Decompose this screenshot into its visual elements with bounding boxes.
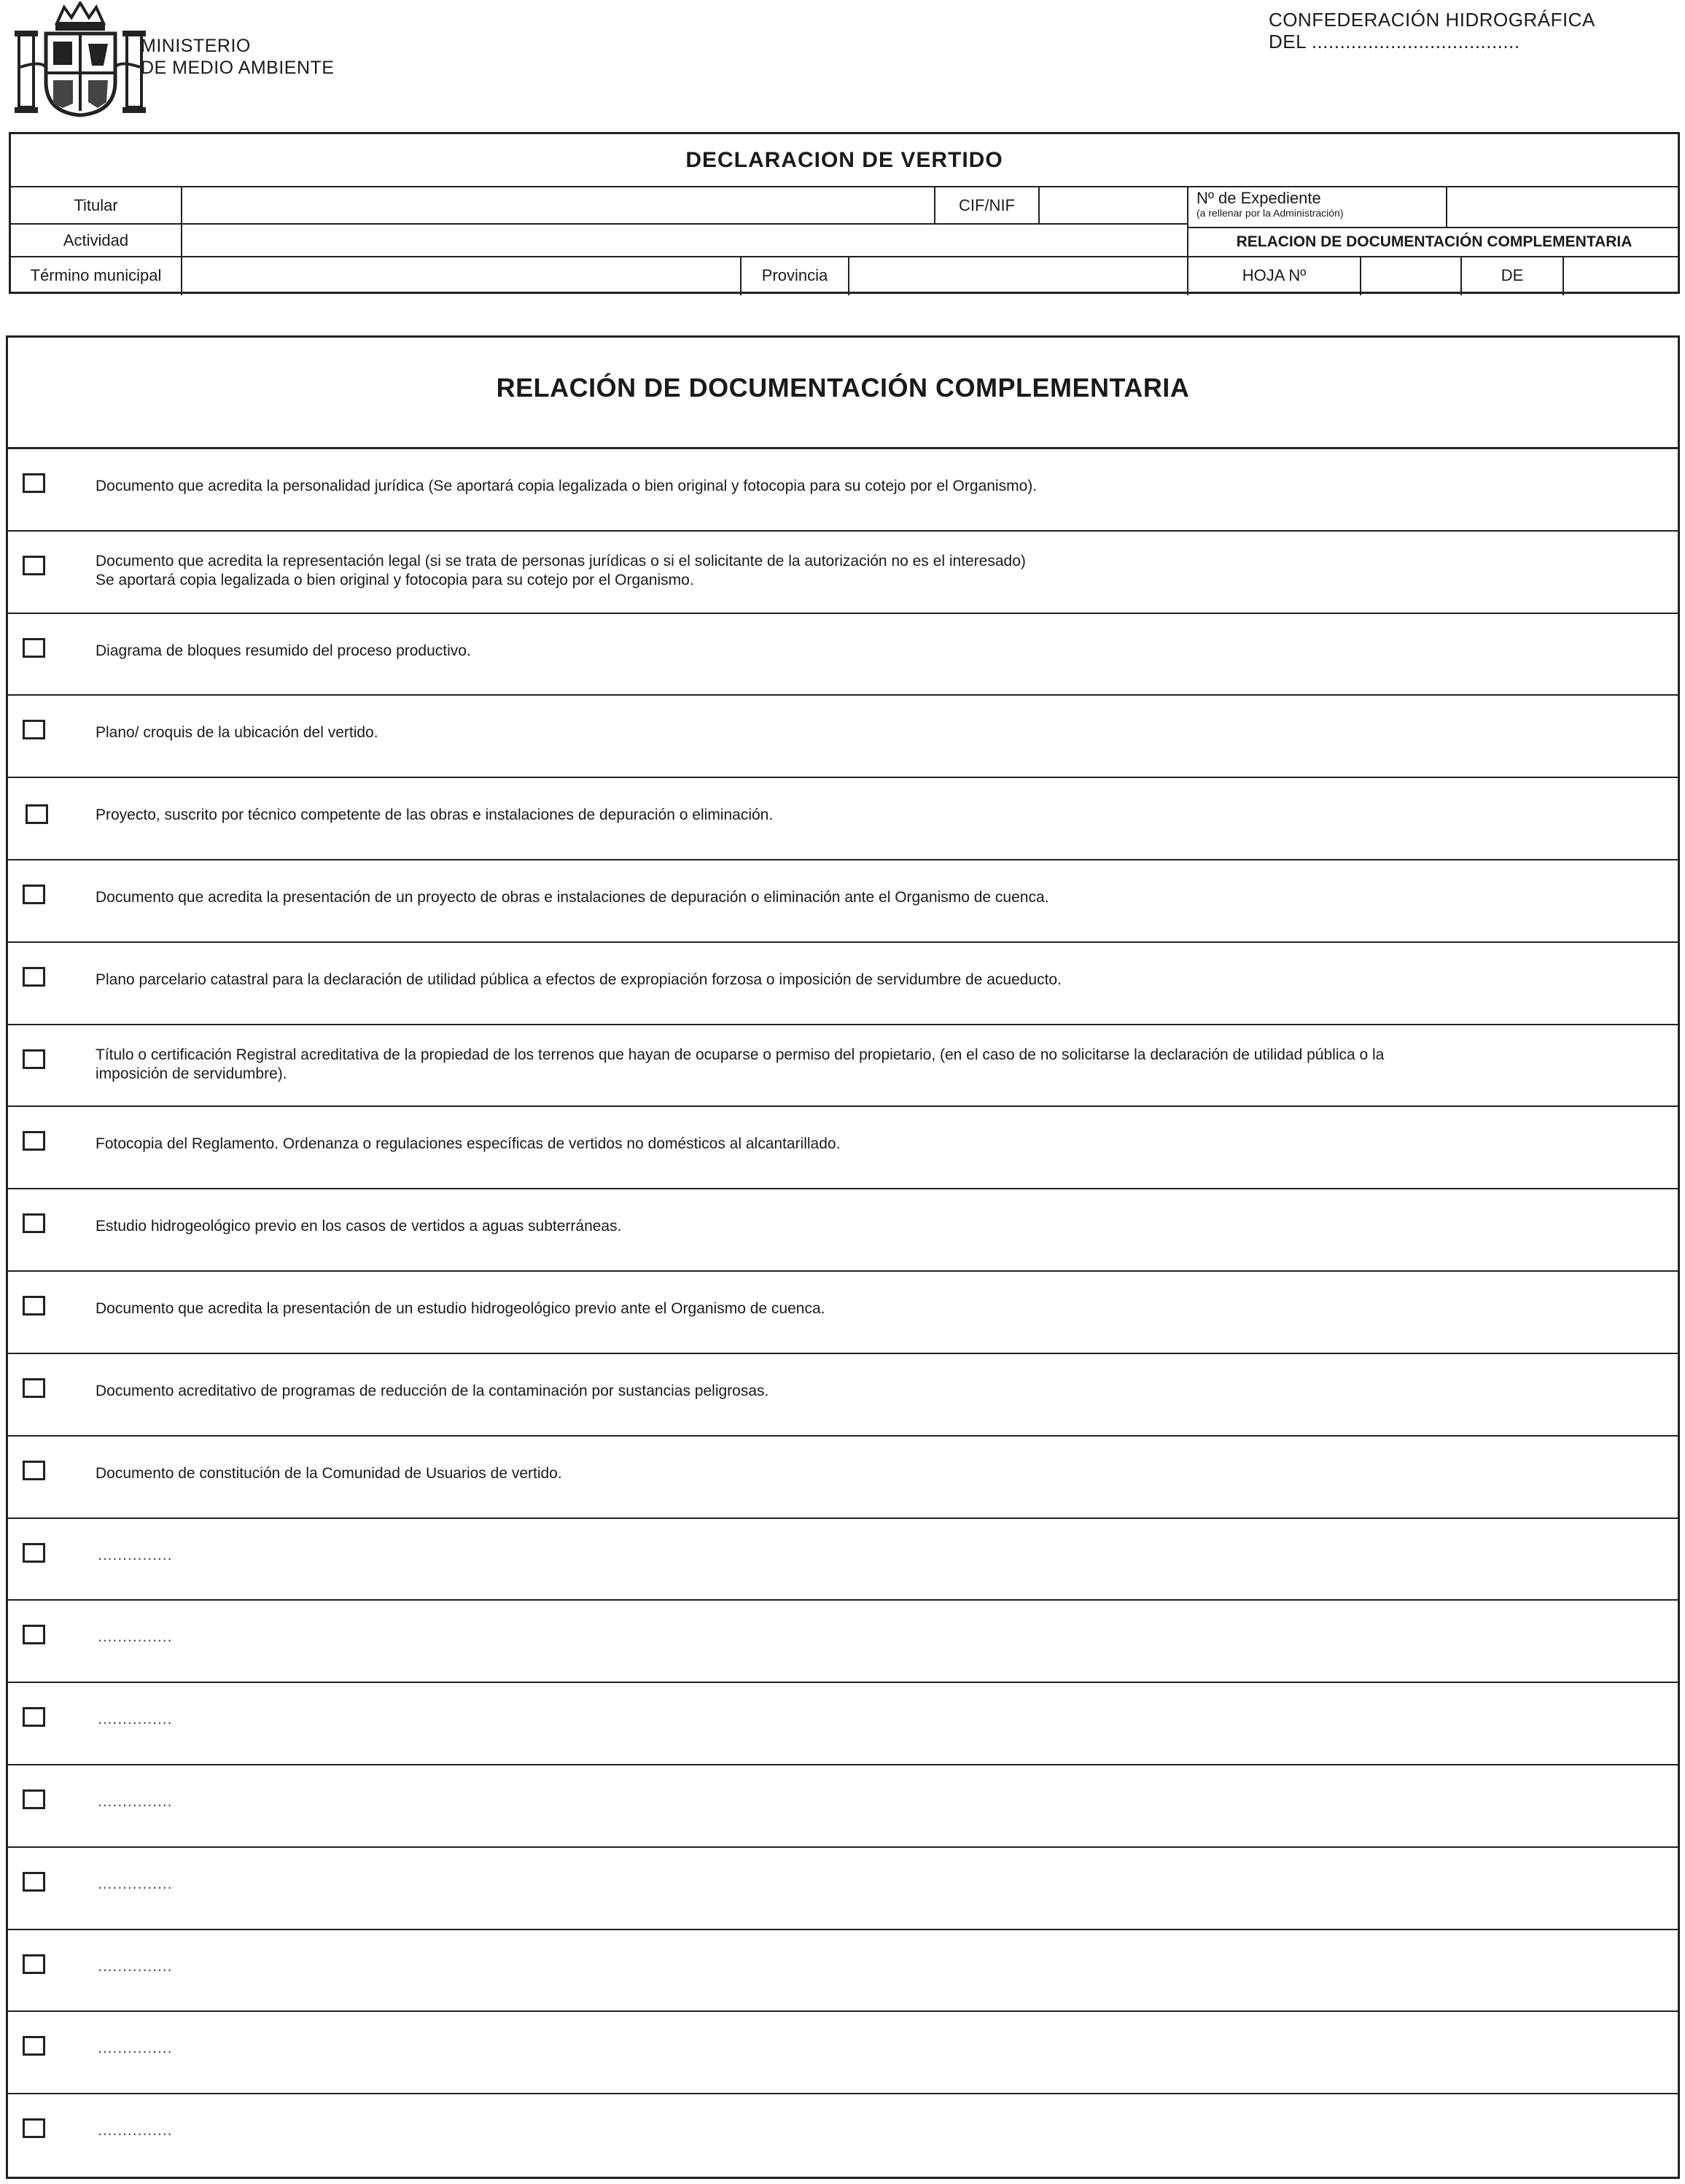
checklist-item — [8, 1683, 1678, 1765]
blank-entry-line[interactable]: ............... — [98, 1792, 173, 1810]
item-text: Proyecto, suscrito por técnico competente de las obras e instalaciones de depuración o eliminación. — [96, 807, 774, 824]
item-text: Documento que acredita la representación legal (si se trata de personas jurídicas o si el solicitante de la autorización no es el interesado) — [96, 552, 1026, 570]
cif-nif-label: CIF/NIF — [959, 195, 1015, 214]
de-input[interactable] — [1564, 257, 1680, 294]
checklist-item — [8, 1025, 1678, 1108]
checkbox[interactable] — [23, 1049, 45, 1069]
titular-input[interactable] — [182, 187, 934, 223]
checklist-item — [8, 1189, 1678, 1272]
hoja-label: HOJA Nº — [1242, 266, 1307, 284]
blank-entry-line[interactable]: ............... — [98, 1875, 173, 1892]
checkbox[interactable] — [23, 1296, 45, 1316]
checkbox[interactable] — [23, 1378, 45, 1398]
checklist-item — [8, 943, 1678, 1025]
item-text: Estudio hidrogeológico previo en los casos de vertidos a aguas subterráneas. — [96, 1218, 622, 1235]
checklist-item — [8, 1437, 1678, 1519]
actividad-label: Actividad — [63, 230, 129, 249]
checkbox[interactable] — [23, 1625, 45, 1644]
ministry-name — [141, 35, 334, 79]
form-title: DECLARACION DE VERTIDO — [11, 134, 1678, 187]
item-text: Documento que acredita la presentación de un proyecto de obras e instalaciones de depuración o eliminación ante el Organismo de cuenca. — [96, 889, 1049, 906]
ministry-line-1: MINISTERIO — [141, 36, 251, 56]
checkbox[interactable] — [23, 967, 45, 987]
item-text: Plano parcelario catastral para la declaración de utilidad pública a efectos de expropiación forzosa o imposición de servidumbre de acueducto. — [96, 971, 1062, 988]
checklist-item — [8, 614, 1678, 696]
checkbox[interactable] — [23, 885, 45, 904]
blank-entry-line[interactable]: ............... — [98, 1546, 173, 1563]
termino-municipal-input[interactable] — [182, 257, 740, 294]
provincia-input[interactable] — [849, 257, 1187, 294]
declaration-header-form — [9, 132, 1680, 294]
documentation-checklist — [6, 335, 1680, 2179]
checklist-item — [8, 1848, 1678, 1930]
checkbox[interactable] — [23, 1872, 45, 1892]
de-label: DE — [1501, 266, 1524, 284]
ministry-line-2: DE MEDIO AMBIENTE — [141, 58, 335, 78]
checkbox[interactable] — [23, 473, 45, 493]
item-text: Documento de constitución de la Comunidad de Usuarios de vertido. — [96, 1464, 562, 1482]
checkbox[interactable] — [23, 2118, 45, 2138]
checklist-item — [8, 860, 1678, 943]
checkbox[interactable] — [23, 1707, 45, 1727]
hoja-input[interactable] — [1361, 257, 1460, 294]
checklist-item — [8, 1765, 1678, 1848]
coat-of-arms-icon — [13, 1, 148, 118]
checklist-item — [8, 2012, 1678, 2094]
checklist-item — [8, 1601, 1678, 1683]
confederacion-line-2: DEL ..................................... — [1269, 31, 1520, 53]
checkbox[interactable] — [23, 638, 45, 658]
checkbox[interactable] — [23, 2036, 45, 2056]
checklist-item — [8, 1107, 1678, 1189]
item-text: Plano/ croquis de la ubicación del vertido. — [96, 724, 378, 742]
blank-entry-line[interactable]: ............... — [98, 2122, 173, 2140]
termino-municipal-label: Término municipal — [30, 266, 162, 284]
checklist-item — [8, 1354, 1678, 1437]
blank-entry-line[interactable]: ............... — [98, 1957, 173, 1975]
item-text-continuation: Se aportará copia legalizada o bien original y fotocopia para su cotejo por el Organismo. — [96, 571, 694, 588]
expediente-title: Nº de Expediente — [1196, 189, 1321, 207]
checklist-title: RELACIÓN DE DOCUMENTACIÓN COMPLEMENTARIA — [8, 338, 1678, 449]
confederacion-line-1: CONFEDERACIÓN HIDROGRÁFICA — [1269, 9, 1595, 31]
blank-entry-line[interactable]: ............... — [98, 1711, 173, 1728]
checklist-item — [8, 532, 1678, 614]
item-text: Fotocopia del Reglamento. Ordenanza o regulaciones específicas de vertidos no domésticos al alcantarillado. — [96, 1135, 841, 1153]
titular-label: Titular — [74, 195, 118, 214]
expediente-note: (a rellenar por la Administración) — [1196, 207, 1344, 219]
expediente-input[interactable] — [1447, 187, 1680, 227]
checkbox[interactable] — [26, 804, 48, 824]
checklist-item — [8, 449, 1678, 532]
blank-entry-line[interactable]: ............... — [98, 1628, 173, 1646]
checkbox[interactable] — [23, 1213, 45, 1233]
checkbox[interactable] — [23, 1954, 45, 1974]
item-text: Documento que acredita la personalidad jurídica (Se aportará copia legalizada o bien original y fotocopia para su cotejo por el Organismo). — [96, 478, 1038, 494]
confederacion-heading — [1269, 9, 1595, 53]
provincia-label: Provincia — [761, 266, 828, 284]
checklist-item — [8, 696, 1678, 778]
checkbox[interactable] — [23, 1543, 45, 1563]
actividad-input[interactable] — [182, 225, 1187, 256]
blank-entry-line[interactable]: ............... — [98, 2040, 173, 2057]
checkbox[interactable] — [23, 556, 45, 575]
checkbox[interactable] — [23, 1131, 45, 1151]
item-text: Documento acreditativo de programas de reducción de la contaminación por sustancias peligrosas. — [96, 1382, 769, 1399]
checkbox[interactable] — [23, 1461, 45, 1480]
checkbox[interactable] — [23, 1789, 45, 1809]
item-text: Título o certificación Registral acreditativa de la propiedad de los terrenos que hayan de ocuparse o permiso del propietario, (en el caso de no solicitarse la declaración de utilidad pública o la — [96, 1046, 1385, 1063]
checkbox[interactable] — [23, 720, 45, 739]
checklist-item — [8, 1930, 1678, 2013]
expediente-label — [1196, 190, 1444, 226]
item-text: Diagrama de bloques resumido del proceso productivo. — [96, 642, 471, 659]
relacion-doc-label: RELACION DE DOCUMENTACIÓN COMPLEMENTARIA — [1236, 233, 1633, 250]
checklist-item — [8, 2094, 1678, 2177]
checklist-item — [8, 778, 1678, 860]
item-text: Documento que acredita la presentación de un estudio hidrogeológico previo ante el Organismo de cuenca. — [96, 1300, 825, 1318]
checklist-item — [8, 1519, 1678, 1601]
item-text-continuation: imposición de servidumbre). — [96, 1065, 287, 1082]
checklist-item — [8, 1272, 1678, 1354]
cif-nif-input[interactable] — [1040, 187, 1187, 223]
